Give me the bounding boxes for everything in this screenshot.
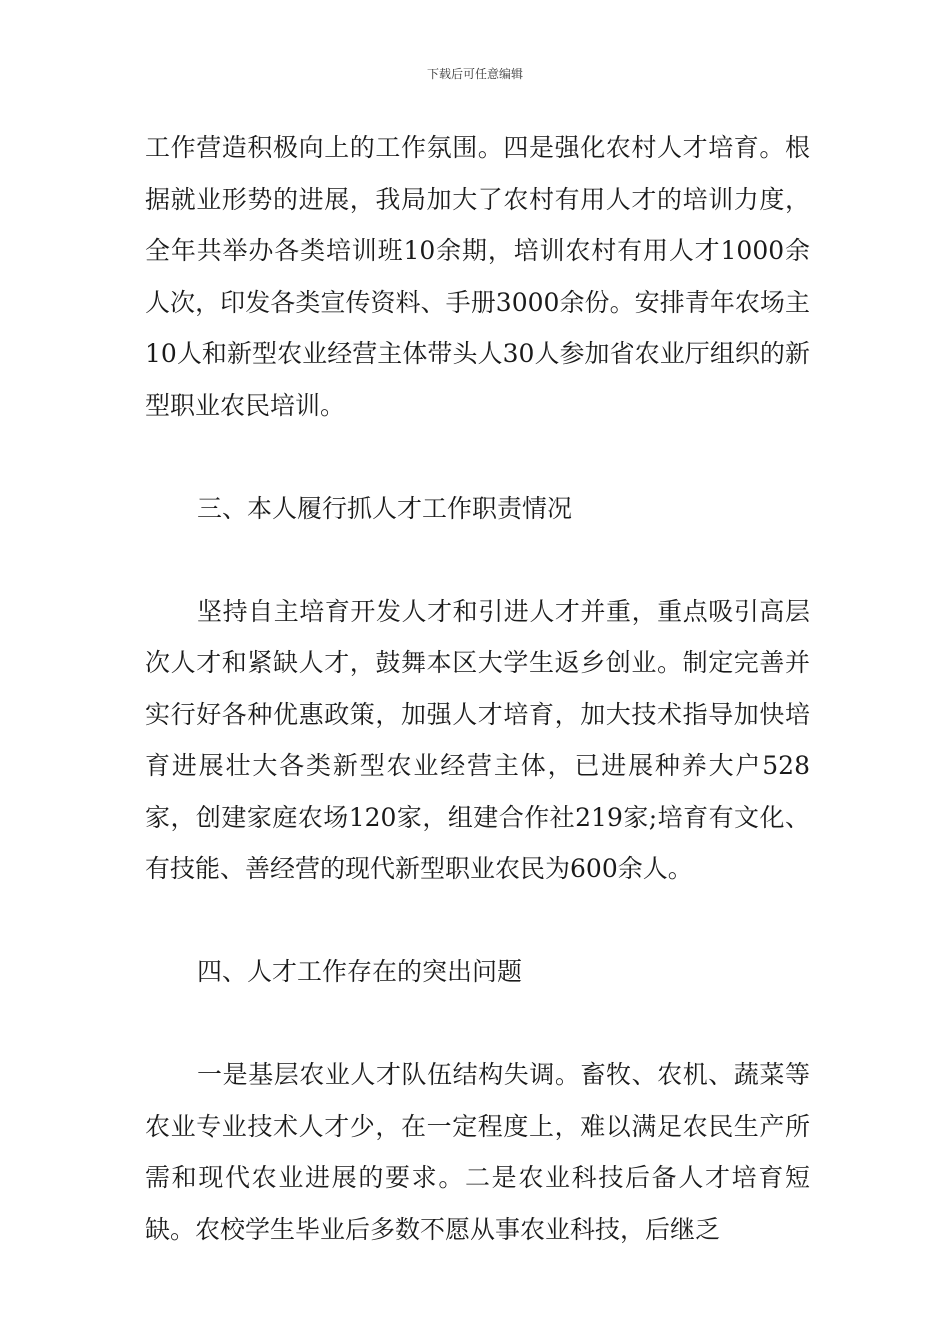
document-body: [145, 122, 810, 1255]
page-header: 下载后可任意编辑: [426, 67, 523, 81]
paragraph-duties: 坚持自主培育开发人才和引进人才并重，重点吸引高层次人才和紧缺人才，鼓舞本区大学生返乡创业。制定完善并实行好各种优惠政策，加强人才培育，加大技术指导加快培育进展壮大各类新型农业经营主体，已进展种养大户528家，创建家庭农场120家，组建合作社219家;培育有文化、有技能、善经营的现代新型职业农民为600余人。: [145, 596, 810, 883]
paragraph-problems: 一是基层农业人才队伍结构失调。畜牧、农机、蔬菜等农业专业技术人才少，在一定程度上，难以满足农民生产所需和现代农业进展的要求。二是农业科技后备人才培育短缺。农校学生毕业后多数不愿从事农业科技，后继乏: [145, 1060, 810, 1244]
paragraph-gap: [145, 534, 810, 586]
paragraph-gap: [145, 998, 810, 1050]
paragraph-gap: [145, 431, 810, 483]
paragraph-talent-training: 工作营造积极向上的工作氛围。四是强化农村人才培育。根据就业形势的进展，我局加大了农村有用人才的培训力度，全年共举办各类培训班10余期，培训农村有用人才1000余人次，印发各类宣传资料、手册3000余份。安排青年农场主10人和新型农业经营主体带头人30人参加省农业厅组织的新型职业农民培训。: [145, 133, 810, 420]
paragraph-gap: [145, 895, 810, 947]
section-heading-3: 三、本人履行抓人才工作职责情况: [197, 493, 573, 523]
section-heading-4: 四、人才工作存在的突出问题: [197, 957, 523, 986]
